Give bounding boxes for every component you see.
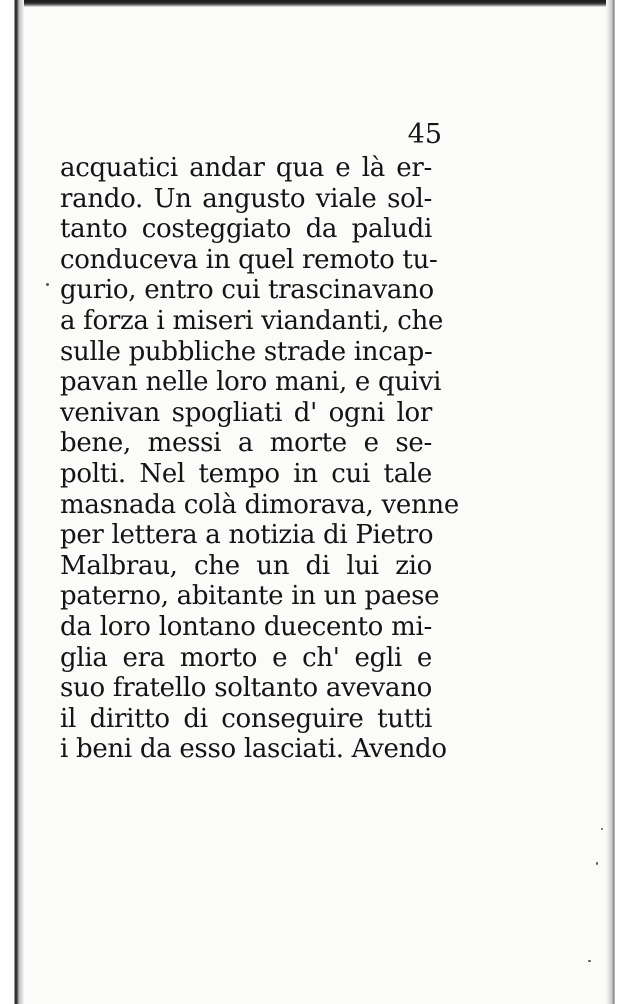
text-line: pavan nelle loro mani, e quivi — [60, 367, 442, 398]
text-line: suo fratello soltanto avevano — [60, 673, 432, 704]
text-line: masnada colà dimorava, venne — [60, 489, 459, 520]
text-line: sulle pubbliche strade incap- — [60, 336, 433, 367]
text-line: paterno, abitante in un paese — [60, 581, 440, 612]
text-line: rando. Un angusto viale sol- — [60, 183, 432, 214]
text-line: a forza i miseri viandanti, che — [60, 305, 444, 336]
text-line: tanto costeggiato da paludi — [60, 214, 432, 245]
text-line: glia era morto e ch' egli e — [60, 642, 432, 673]
text-line: gurio, entro cui trascinavano — [60, 275, 434, 306]
paper-speck — [601, 828, 603, 830]
page-binding-edge — [0, 0, 24, 1004]
paper-speck — [588, 960, 591, 962]
text-line: per lettera a notizia di Pietro — [60, 520, 434, 551]
text-line: da loro lontano duecento mi- — [60, 611, 432, 642]
body-text — [60, 153, 459, 765]
paper-speck — [46, 283, 49, 286]
text-line: conduceva in quel remoto tu- — [60, 244, 438, 275]
text-line: polti. Nel tempo in cui tale — [60, 458, 432, 489]
page-right-edge — [606, 0, 620, 1004]
text-line: bene, messi a morte e se- — [60, 428, 432, 459]
text-line: venivan spogliati d' ogni lor — [60, 397, 432, 428]
text-line: acquatici andar qua e là er- — [60, 153, 432, 183]
page-top-edge — [0, 0, 620, 7]
text-line: Malbrau, che un di lui zio — [60, 550, 432, 581]
paper-speck — [596, 862, 598, 865]
text-line: i beni da esso lasciati. Avendo — [60, 734, 447, 765]
text-line: il diritto di conseguire tutti — [60, 703, 432, 734]
page-number: 45 — [407, 119, 442, 150]
